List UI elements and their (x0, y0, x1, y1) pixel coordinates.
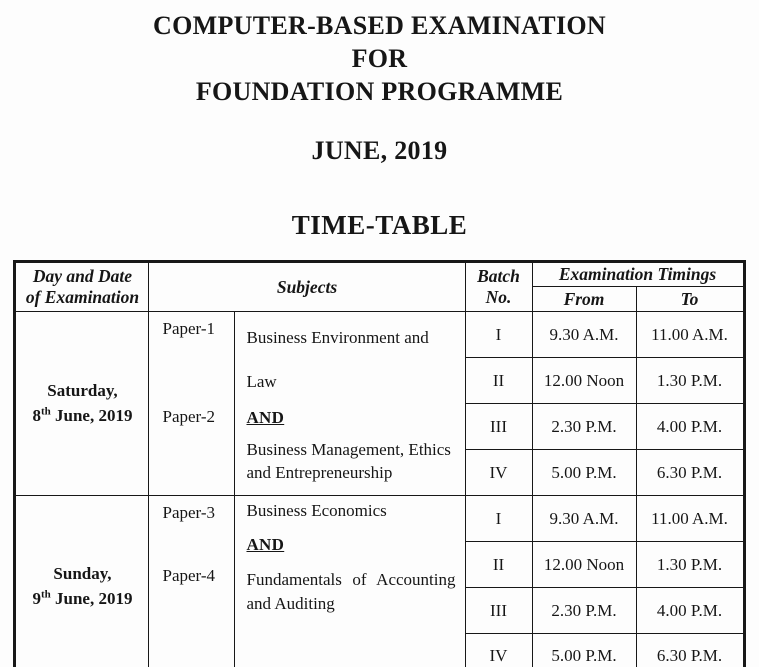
header-batch-no (465, 262, 532, 312)
from-time-cell: 5.00 P.M. (532, 450, 636, 496)
to-time-cell: 1.30 P.M. (636, 542, 744, 588)
header-subjects: Subjects (149, 262, 465, 312)
and-conjunction-line (246, 408, 455, 428)
batch-no-cell: III (465, 588, 532, 634)
paper-label: Paper-3 (162, 503, 216, 522)
batch-no-cell: III (465, 404, 532, 450)
subject-text: Fundamentals of Accounting and Auditing (246, 570, 456, 613)
subject-text: Business Economics (246, 501, 387, 520)
from-time-cell: 9.30 A.M. (532, 496, 636, 542)
and-conjunction: AND (246, 535, 285, 555)
paper-labels-cell (149, 312, 235, 496)
subjects-cell (235, 496, 465, 667)
subjects-cell (235, 312, 465, 496)
day-date-cell (15, 312, 149, 496)
to-time-cell: 11.00 A.M. (636, 496, 744, 542)
subject-text: Business Management, Ethics and Entrepreneurship (246, 440, 451, 483)
header-batch-line1: Batch (477, 266, 520, 286)
header-day-date-line1: Day and Date (32, 266, 133, 286)
day-name: Saturday, (47, 380, 118, 400)
to-time-cell: 4.00 P.M. (636, 588, 744, 634)
batch-no-cell: II (465, 358, 532, 404)
to-time-cell: 4.00 P.M. (636, 404, 744, 450)
exam-month: JUNE, 2019 (311, 136, 448, 165)
and-conjunction-line (246, 535, 455, 555)
header-to: To (636, 287, 744, 312)
batch-no-cell: IV (465, 450, 532, 496)
day-date: 8th June, 2019 (32, 404, 133, 425)
batch-no-cell: I (465, 312, 532, 358)
from-time-cell: 12.00 Noon (532, 542, 636, 588)
from-time-cell: 12.00 Noon (532, 358, 636, 404)
subject-text: Business Environment and Law (246, 328, 429, 392)
paper-label: Paper-4 (162, 566, 216, 586)
to-time-cell: 11.00 A.M. (636, 312, 744, 358)
day-date-cell (15, 496, 149, 667)
header-from: From (532, 287, 636, 312)
to-time-cell: 6.30 P.M. (636, 450, 744, 496)
exam-title-line-3: FOUNDATION PROGRAMME (195, 77, 564, 106)
header-batch-line2: No. (485, 287, 512, 307)
paper-labels-cell (149, 496, 235, 667)
from-time-cell: 5.00 P.M. (532, 634, 636, 667)
header-day-date (15, 262, 149, 312)
to-time-cell: 1.30 P.M. (636, 358, 744, 404)
header-day-date-line2: of Examination (25, 287, 140, 307)
paper-label: Paper-2 (162, 407, 216, 427)
day-name: Sunday, (53, 564, 112, 584)
to-time-cell: 6.30 P.M. (636, 634, 744, 667)
day-block-sunday (15, 496, 744, 667)
date-ordinal: th (40, 588, 51, 601)
header-exam-timings: Examination Timings (532, 262, 744, 287)
exam-timetable (13, 260, 745, 667)
document-header (0, 0, 759, 241)
batch-no-cell: IV (465, 634, 532, 667)
paper-label: Paper-1 (162, 319, 216, 338)
day-date: 9th June, 2019 (32, 588, 133, 608)
exam-title-line-1: COMPUTER-BASED EXAMINATION (153, 11, 606, 40)
day-block-saturday (15, 312, 744, 496)
and-conjunction: AND (246, 408, 285, 428)
batch-no-cell: II (465, 542, 532, 588)
date-ordinal: th (40, 404, 51, 417)
timetable-title: TIME-TABLE (291, 210, 468, 240)
batch-no-cell: I (465, 496, 532, 542)
from-time-cell: 9.30 A.M. (532, 312, 636, 358)
from-time-cell: 2.30 P.M. (532, 404, 636, 450)
exam-title-line-2: FOR (351, 44, 408, 73)
from-time-cell: 2.30 P.M. (532, 588, 636, 634)
